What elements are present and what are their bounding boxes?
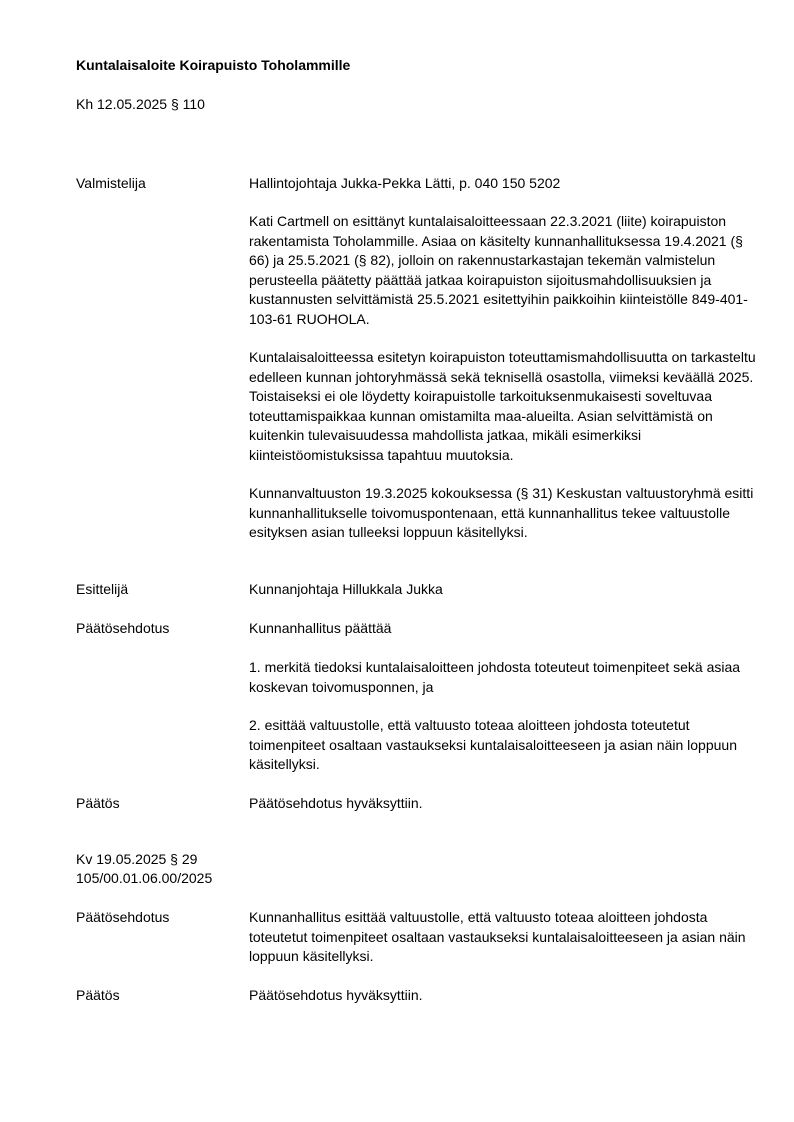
kv-decision-label: Päätös	[76, 987, 120, 1003]
document-title: Kuntalaisaloite Koirapuisto Toholammille	[76, 57, 351, 73]
kh-proposal-item: 2. esittää valtuustolle, että valtuusto toteaa aloitteen johdosta toteutetut toimenpiteet osaltaan vastaukseksi kuntalaisaloitteeseen ja asian näin loppuun käsitellyksi.	[249, 717, 737, 772]
preparation-paragraph: Kuntalaisaloitteessa esitetyn koirapuiston toteuttamismahdollisuutta on tarkasteltu edelleen kunnan johtoryhmässä sekä teknisellä osastolla, viimeksi keväällä 2025. Toistaiseksi ei ole löydetty koirapuistolle tarkoituksenmukaisesti soveltuvaa toteuttamispaikkaa kunnan omistamilta maa-alueilta. Asian selvittämistä on kuitenkin tulevaisuudessa mahdollista jatkaa, mikäli esimerkiksi kiinteistöomistuksissa tapahtuu muutoksia.	[249, 349, 756, 463]
kh-decision-label: Päätös	[76, 795, 120, 811]
kh-proposal-intro: Kunnanhallitus päättää	[249, 620, 392, 636]
preparer-text: Hallintojohtaja Jukka-Pekka Lätti, p. 040 150 5202	[249, 175, 561, 191]
kh-meeting-ref: Kh 12.05.2025 § 110	[76, 96, 205, 112]
kv-decision-value: Päätösehdotus hyväksyttiin.	[249, 987, 423, 1003]
preparation-paragraph: Kati Cartmell on esittänyt kuntalaisaloitteessaan 22.3.2021 (liite) koirapuiston rakentamista Toholammille. Asiaa on käsitelty kunnanhallituksessa 19.4.2021 (§ 66) ja 25.5.2021 (§ 82), jolloin on rakennustarkastajan tekemän valmistelun perusteella päätetty päättää jatkaa koirapuiston sijoitusmahdollisuuksien ja kustannusten selvittämistä 25.5.2021 esitettyihin paikkoihin kiinteistölle 849-401-103-61 RUOHOLA.	[249, 213, 748, 327]
kh-decision-value: Päätösehdotus hyväksyttiin.	[249, 795, 423, 811]
kh-proposal-item: 1. merkitä tiedoksi kuntalaisaloitteen johdosta toteuteut toimenpiteet sekä asiaa koskevan toivomusponnen, ja	[249, 659, 741, 695]
esittelija-label: Esittelijä	[76, 581, 129, 597]
esittelija-value: Kunnanjohtaja Hillukkala Jukka	[249, 581, 443, 597]
kv-proposal-label: Päätösehdotus	[76, 909, 170, 925]
kv-proposal-value: Kunnanhallitus esittää valtuustolle, että valtuusto toteaa aloitteen johdosta toteutetut toimenpiteet osaltaan vastaukseksi kuntalaisaloitteeseen ja asian näin loppuun käsitellyksi.	[249, 909, 746, 964]
kv-meeting-ref: Kv 19.05.2025 § 29	[76, 851, 198, 867]
kh-proposal-label: Päätösehdotus	[76, 620, 170, 636]
valmistelija-label: Valmistelija	[76, 175, 146, 191]
kv-document-number: 105/00.01.06.00/2025	[76, 870, 213, 886]
preparation-paragraph: Kunnanvaltuuston 19.3.2025 kokouksessa (§ 31) Keskustan valtuustoryhmä esitti kunnanhallitukselle toivomuspontenaan, että kunnanhallitus tekee valtuustolle esityksen asian tulleeksi loppuun käsitellyksi.	[249, 485, 754, 540]
